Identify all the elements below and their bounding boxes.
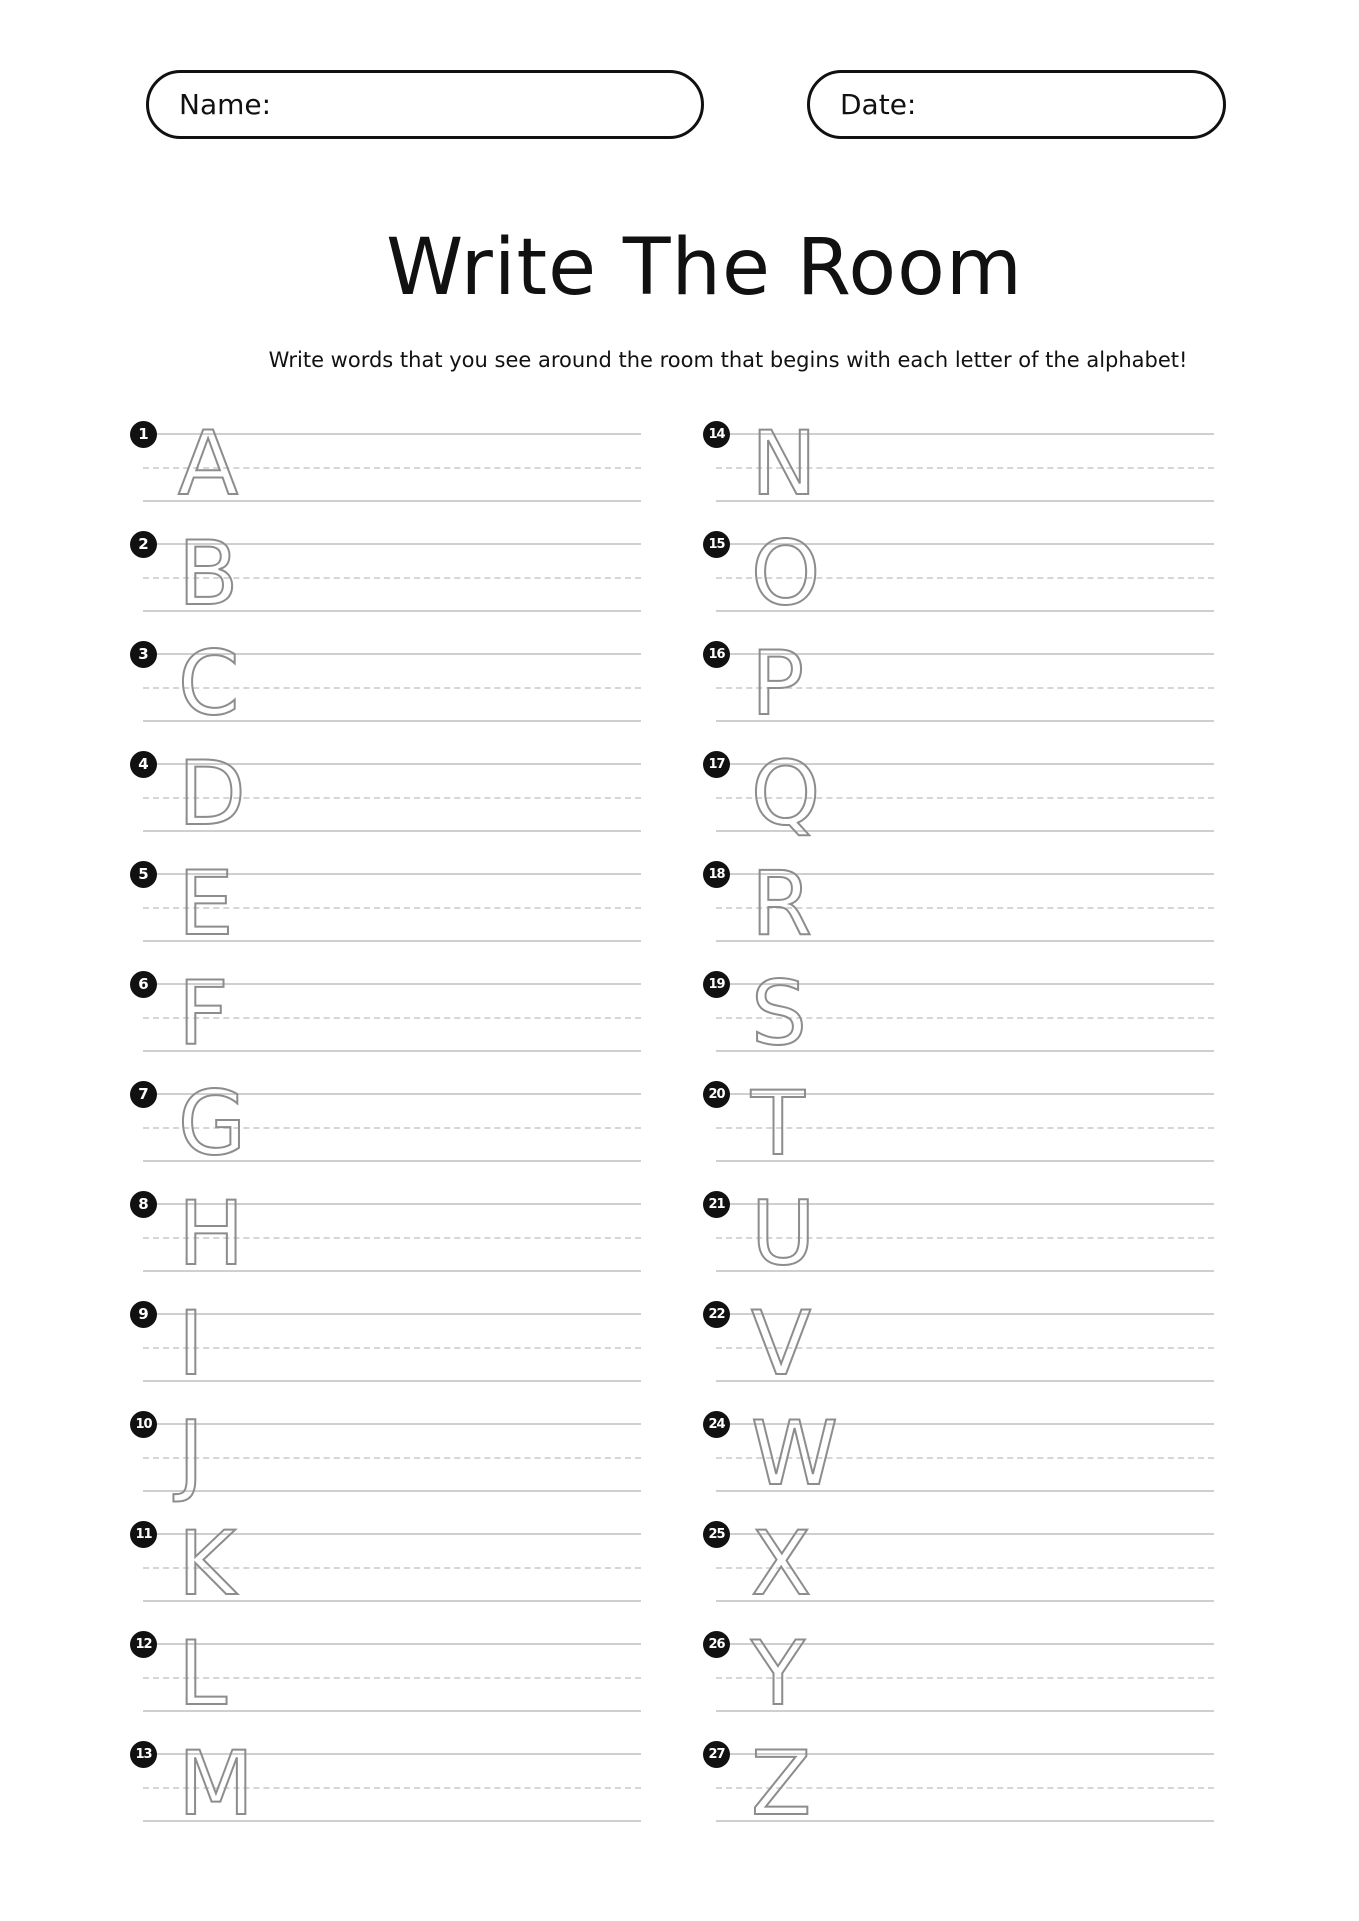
- writing-row[interactable]: [708, 1182, 1214, 1285]
- item-number-badge: 2: [130, 531, 157, 558]
- trace-letter: F: [178, 962, 229, 1065]
- item-number-badge: 24: [703, 1411, 730, 1438]
- item-number-badge: 13: [130, 1741, 157, 1768]
- trace-letter: V: [751, 1292, 812, 1395]
- writing-row[interactable]: [708, 1732, 1214, 1835]
- trace-letter: W: [751, 1402, 839, 1505]
- writing-row[interactable]: [708, 1292, 1214, 1395]
- item-number-badge: 11: [130, 1521, 157, 1548]
- writing-row[interactable]: [138, 1182, 641, 1285]
- trace-letter: D: [178, 742, 246, 845]
- guide-line: [143, 1423, 641, 1425]
- guide-line: [143, 1380, 641, 1382]
- writing-row[interactable]: [708, 1072, 1214, 1175]
- item-number-badge: 22: [703, 1301, 730, 1328]
- guide-line: [143, 1490, 641, 1492]
- trace-letter: Q: [751, 742, 821, 845]
- trace-letter: E: [178, 852, 234, 955]
- page-title: Write The Room: [386, 223, 1023, 313]
- writing-row[interactable]: [138, 412, 641, 515]
- guide-line: [143, 1313, 641, 1315]
- item-number-badge: 18: [703, 861, 730, 888]
- item-number-badge: 5: [130, 861, 157, 888]
- item-number-badge: 9: [130, 1301, 157, 1328]
- item-number-badge: 26: [703, 1631, 730, 1658]
- writing-row[interactable]: [708, 412, 1214, 515]
- writing-row[interactable]: [708, 1512, 1214, 1615]
- writing-row[interactable]: [135, 1732, 641, 1835]
- item-number-badge: 8: [130, 1191, 157, 1218]
- trace-letter: U: [751, 1182, 816, 1285]
- writing-row[interactable]: [135, 1402, 641, 1505]
- writing-row[interactable]: [138, 852, 641, 955]
- writing-row[interactable]: [135, 1512, 641, 1615]
- instructions: Write words that you see around the room that begins with each letter of the alphabet!: [268, 348, 1188, 372]
- writing-row[interactable]: [708, 852, 1214, 955]
- item-number-badge: 12: [130, 1631, 157, 1658]
- dashed-guide-line: [143, 1457, 641, 1459]
- trace-letter: R: [751, 852, 813, 955]
- item-number-badge: 19: [703, 971, 730, 998]
- writing-row[interactable]: [708, 1402, 1214, 1505]
- item-number-badge: 27: [703, 1741, 730, 1768]
- trace-letter: B: [178, 522, 239, 625]
- item-number-badge: 3: [130, 641, 157, 668]
- item-number-badge: 7: [130, 1081, 157, 1108]
- item-number-badge: 20: [703, 1081, 730, 1108]
- trace-letter: J: [178, 1402, 204, 1505]
- trace-letter: A: [178, 412, 239, 515]
- name-field[interactable]: [146, 70, 704, 139]
- item-number-badge: 25: [703, 1521, 730, 1548]
- writing-row[interactable]: [138, 1072, 641, 1175]
- trace-letter: C: [178, 632, 240, 735]
- trace-letter: I: [178, 1292, 204, 1395]
- trace-letter: S: [751, 962, 807, 1065]
- trace-letter: O: [751, 522, 821, 625]
- trace-letter: T: [751, 1072, 805, 1175]
- trace-letter: L: [178, 1622, 228, 1725]
- trace-letter: X: [751, 1512, 812, 1615]
- writing-row[interactable]: [708, 522, 1214, 625]
- item-number-badge: 16: [703, 641, 730, 668]
- trace-letter: M: [178, 1732, 254, 1835]
- writing-row[interactable]: [138, 632, 641, 735]
- name-label: Name:: [179, 88, 272, 121]
- item-number-badge: 10: [130, 1411, 157, 1438]
- trace-letter: N: [751, 412, 817, 515]
- writing-row[interactable]: [135, 1622, 641, 1725]
- trace-letter: Z: [751, 1732, 812, 1835]
- item-number-badge: 17: [703, 751, 730, 778]
- item-number-badge: 21: [703, 1191, 730, 1218]
- trace-letter: P: [751, 632, 805, 735]
- trace-letter: Y: [751, 1622, 805, 1725]
- trace-letter: H: [178, 1182, 245, 1285]
- item-number-badge: 6: [130, 971, 157, 998]
- trace-letter: K: [178, 1512, 236, 1615]
- item-number-badge: 4: [130, 751, 157, 778]
- dashed-guide-line: [143, 1347, 641, 1349]
- writing-row[interactable]: [708, 742, 1214, 845]
- writing-row[interactable]: [708, 962, 1214, 1065]
- writing-row[interactable]: [138, 742, 641, 845]
- writing-row[interactable]: [708, 1622, 1214, 1725]
- writing-row[interactable]: [138, 1292, 641, 1395]
- date-field[interactable]: [807, 70, 1226, 139]
- writing-row[interactable]: [138, 962, 641, 1065]
- writing-row[interactable]: [138, 522, 641, 625]
- item-number-badge: 1: [130, 421, 157, 448]
- trace-letter: G: [178, 1072, 247, 1175]
- writing-row[interactable]: [708, 632, 1214, 735]
- date-label: Date:: [840, 88, 917, 121]
- item-number-badge: 15: [703, 531, 730, 558]
- item-number-badge: 14: [703, 421, 730, 448]
